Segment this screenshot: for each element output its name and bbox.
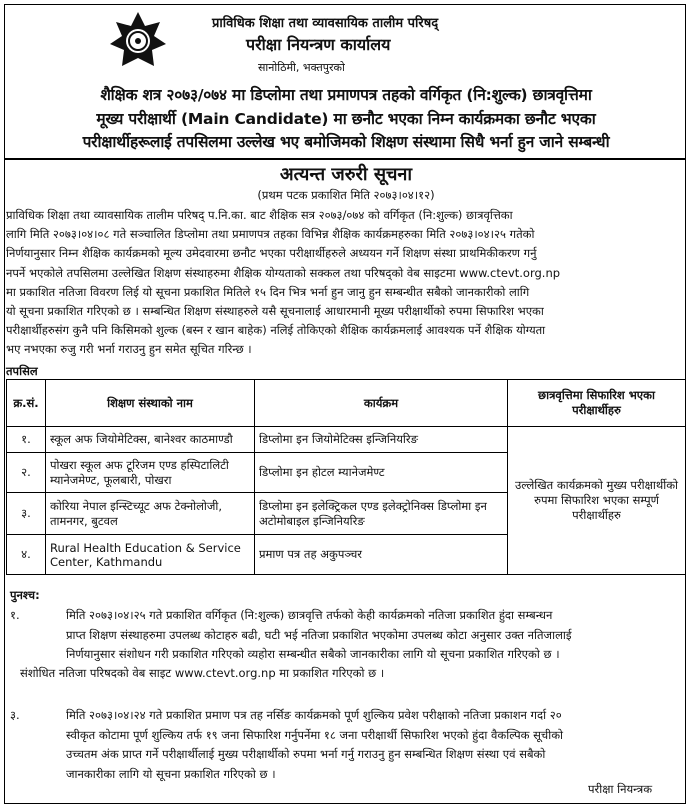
tapasil-label: तपसिल <box>6 364 38 378</box>
council-name: प्राविधिक शिक्षा तथा व्यावसायिक तालीम परिषद् <box>212 16 439 31</box>
office-location: सानोठिमी, भक्तपुरको <box>258 61 345 74</box>
row-institute: Rural Health Education & Service Center, Kathmandu <box>46 535 255 575</box>
recommended-note: उल्लेखित कार्यक्रमको मुख्य परीक्षार्थीको रुपमा सिफारिश भएका सम्पूर्ण परीक्षार्थीहरु <box>508 427 686 575</box>
row-program: डिप्लोमा इन होटल म्यानेजमेण्ट <box>255 453 508 493</box>
col-header-institute: शिक्षण संस्थाको नाम <box>46 380 255 427</box>
row-sn: ४. <box>7 535 46 575</box>
postscript-number: १. <box>10 608 20 622</box>
col-header-sn: क्र.सं. <box>7 380 46 427</box>
postscript-line: मिति २०७३।०४।२५ गते प्रकाशित वर्गिकृत (नि:शुल्क) छात्रवृत्ति तर्फको केही कार्यक्रमको नतिजा प्रकाशित हुंदा सम्बन्धन <box>66 608 553 622</box>
published-date: (प्रथम पटक प्रकाशित मिति २०७३।०४।१२) <box>257 188 435 202</box>
intro-line: परीक्षार्थीहरुसंग कुनै पनि किसिमको शुल्क (बस्न र खान बाहेक) नलिई तोकिएको शैक्षिक कार्यक्रमलाई आवश्यक पर्ने शैक्षिक योग्यता <box>6 323 546 338</box>
signature: परीक्षा नियन्त्रक <box>588 782 653 796</box>
table-row <box>7 427 686 453</box>
intro-line: यो सूचना प्रकाशित गरिएको छ । सम्बन्धित शिक्षण संस्थाहरुले यसै सूचनालाई आधारमानी मूख्य परीक्षार्थीको रुपमा सिफारिश भएका <box>6 304 544 319</box>
intro-line: लागि मिति २०७३।०४।०८ गते सञ्चालित डिप्लोमा तथा प्रमाणपत्र तहका विभिन्न शैक्षिक कार्यक्रमहरुका मिति २०७३।०४।२५ गतेको <box>6 227 535 242</box>
row-program: प्रमाण पत्र तह अकुपञ्चर <box>255 535 508 575</box>
institutes-table <box>6 379 686 575</box>
col-header-program: कार्यक्रम <box>255 380 508 427</box>
title-line-2: मूख्य परीक्षार्थी (Main Candidate) मा छनौट भएका निम्न कार्यक्रमका छनौट भएका <box>96 110 596 128</box>
postscript-line: उच्चतम अंक प्राप्त गर्ने परीक्षार्थीलाई मुख्य परीक्षार्थीको रुपमा भर्ना गर्नु गराउनु हुन सम्बन्धित शिक्षण संस्था एवं सबैको <box>66 747 546 761</box>
row-program: डिप्लोमा इन जियोमेटिक्स इन्जिनियरिङ <box>255 427 508 453</box>
title-line-1: शैक्षिक शत्र २०७३/०७४ मा डिप्लोमा तथा प्रमाणपत्र तहको वर्गिकृत (नि:शुल्क) छात्रवृत्तिमा <box>100 86 592 104</box>
intro-paragraph <box>6 206 682 360</box>
postscript-line: प्राप्त शिक्षण संस्थाहरुमा उपलब्ध कोटाहरु बढी, घटी भई नतिजा प्रकाशित भएकोमा उपलब्ध कोटा अनुसार उक्त नतिजालाई <box>66 627 572 642</box>
intro-line: नपर्ने भएकोले तपसिलमा उल्लेखित शिक्षण संस्थाहरुमा शैक्षिक योग्यताको सक्कल तथा परिषद्को वेब साइटमा www.ctevt.org.np <box>6 265 561 280</box>
postscript-line: स्वीकृत कोटामा पूर्ण शुल्किय तर्फ १९ जना सिफारिश गर्नुपर्नेमा १८ जना परीक्षार्थी सिफारिश भएको हुंदा वैकल्पिक सूचीको <box>66 727 564 742</box>
postscript-line: निर्णयानुसार संशोधन गरी प्रकाशित गरिएको व्यहोरा सम्बन्धीत सबैको जानकारीका लागि यो सूचना प्रकाशित गरिएको छ । <box>66 647 560 661</box>
postscript-line: मिति २०७३।०४।२४ गते प्रकाशित प्रमाण पत्र तह नर्सिङ कार्यक्रमको पूर्ण शुल्किय प्रवेश परीक्षाको नतिजा प्रकाशन गर्दा २० <box>66 708 562 722</box>
office-name: परीक्षा नियन्त्रण कार्यालय <box>246 35 391 54</box>
intro-line: भए नभएका रुजु गरी भर्ना गराउनु हुन समेत सूचित गरिन्छ । <box>6 342 252 357</box>
title-divider <box>4 158 686 160</box>
row-program: डिप्लोमा इन इलेक्ट्रिकल एण्ड इलेक्ट्रोनिक्स डिप्लोमा इन अटोमोबाइल इन्जिनियरिङ <box>255 493 508 535</box>
postscript-label: पुनश्च: <box>10 588 40 602</box>
postscript-number: ३. <box>10 708 20 722</box>
ctevt-logo-icon <box>108 10 168 72</box>
row-institute: स्कूल अफ जियोमेटिक्स, बानेश्वर काठमाण्डौ <box>46 427 255 453</box>
intro-line: निर्णयानुसार निम्न शैक्षिक कार्यक्रमको मूल्य उमेदवारमा छनौट भएका परीक्षार्थीहरुले अध्ययन गर्ने शिक्षण संस्था प्राथमिकीकरण गर्नु <box>6 246 537 261</box>
intro-line: प्राविधिक शिक्षा तथा व्यावसायिक तालीम परिषद् प.नि.का. बाट शैक्षिक सत्र २०७३/०७४ को वर्गिकृत (नि:शुल्क) छात्रवृत्तिका <box>6 208 513 222</box>
intro-line: मा प्रकाशित नतिजा विवरण लिई यो सूचना प्रकाशित मितिले १५ दिन भित्र भर्ना हुन जानु हुन सम्बन्धीत सबैको जानकारीको लागि <box>6 284 530 299</box>
row-sn: २. <box>7 453 46 493</box>
row-institute: कोरिया नेपाल इन्स्टिच्यूट अफ टेक्नोलोजी, तामनगर, बुटवल <box>46 493 255 535</box>
col-header-recommended: छात्रवृत्तिमा सिफारिश भएका परीक्षार्थीहरु <box>508 380 686 427</box>
table-header-row <box>7 380 686 427</box>
postscript-line: संशोधित नतिजा परिषदको वेब साइट www.ctevt.org.np मा प्रकाशित गरिएको छ । <box>20 666 385 680</box>
row-sn: १. <box>7 427 46 453</box>
row-sn: ३. <box>7 493 46 535</box>
postscript-line: जानकारीका लागि यो सूचना प्रकाशित गरिएको छ । <box>66 766 276 781</box>
row-institute: पोखरा स्कूल अफ टूरिजम एण्ड हस्पिटालिटी म्यानेजमेण्ट, फूलबारी, पोखरा <box>46 453 255 493</box>
title-line-3: परीक्षार्थीहरूलाई तपसिलमा उल्लेख भए बमोजिमको शिक्षण संस्थामा सिधै भर्ना हुन जाने सम्बन्धी <box>82 133 610 151</box>
urgent-notice-heading: अत्यन्त जरुरी सूचना <box>279 164 413 185</box>
